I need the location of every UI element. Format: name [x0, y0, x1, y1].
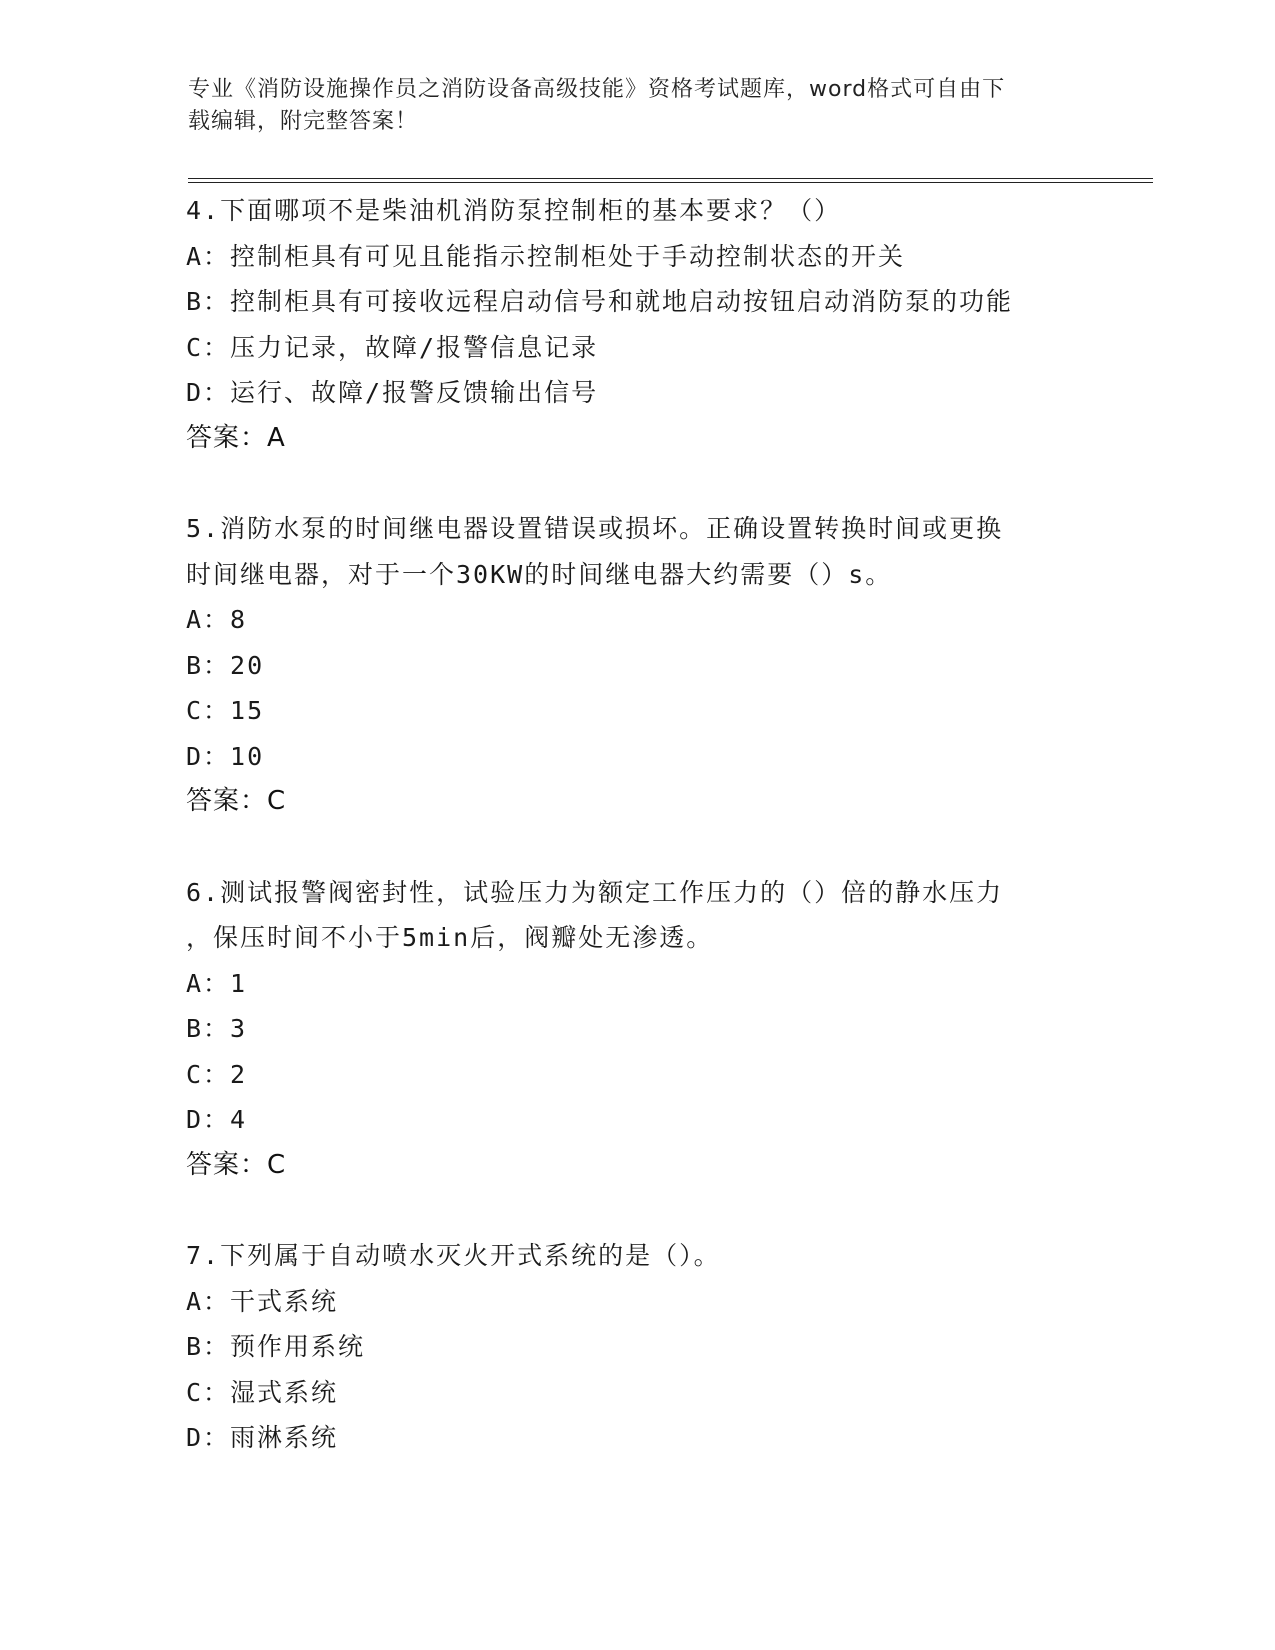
question-stem: 4.下面哪项不是柴油机消防泵控制柜的基本要求？（）: [186, 196, 842, 225]
question-item: [186, 1233, 1086, 1461]
question-stem: 时间继电器，对于一个30KW的时间继电器大约需要（）s。: [186, 559, 893, 589]
question-option: D：4: [186, 1105, 248, 1134]
question-option: C：压力记录，故障/报警信息记录: [186, 332, 599, 362]
question-answer: 答案：C: [186, 1149, 287, 1180]
question-option: D：运行、故障/报警反馈输出信号: [186, 378, 599, 407]
question-option: C：湿式系统: [186, 1377, 339, 1407]
question-option: B：预作用系统: [186, 1332, 366, 1361]
question-item: [186, 870, 1086, 1189]
question-option: D：雨淋系统: [186, 1423, 339, 1452]
question-stem: 6.测试报警阀密封性，试验压力为额定工作压力的（）倍的静水压力: [186, 877, 1004, 907]
header-line: 载编辑，附完整答案！: [188, 109, 419, 134]
question-option: B：控制柜具有可接收远程启动信号和就地启动按钮启动消防泵的功能: [186, 287, 1014, 316]
question-option: A：1: [186, 968, 248, 998]
question-answer: 答案：A: [186, 422, 286, 453]
question-option: A：干式系统: [186, 1286, 339, 1316]
header-line: 专业《消防设施操作员之消防设备高级技能》资格考试题库，word格式可自由下: [188, 77, 1006, 102]
question-item: [186, 506, 1086, 825]
question-option: C：15: [186, 696, 265, 725]
header-divider: [188, 178, 1153, 183]
question-stem: 5.消防水泵的时间继电器设置错误或损坏。正确设置转换时间或更换: [186, 514, 1004, 543]
question-list: [186, 188, 1086, 1506]
document-header: [188, 74, 1068, 138]
question-item: [186, 188, 1086, 461]
question-option: C：2: [186, 1059, 248, 1089]
question-option: B：20: [186, 650, 265, 680]
question-stem: ，保压时间不小于5min后，阀瓣处无渗透。: [186, 923, 714, 952]
question-option: A：8: [186, 605, 248, 634]
question-stem: 7.下列属于自动喷水灭火开式系统的是（）。: [186, 1241, 721, 1270]
question-option: D：10: [186, 741, 265, 771]
question-answer: 答案：C: [186, 786, 287, 816]
question-option: A：控制柜具有可见且能指示控制柜处于手动控制状态的开关: [186, 241, 906, 271]
question-option: B：3: [186, 1014, 248, 1043]
